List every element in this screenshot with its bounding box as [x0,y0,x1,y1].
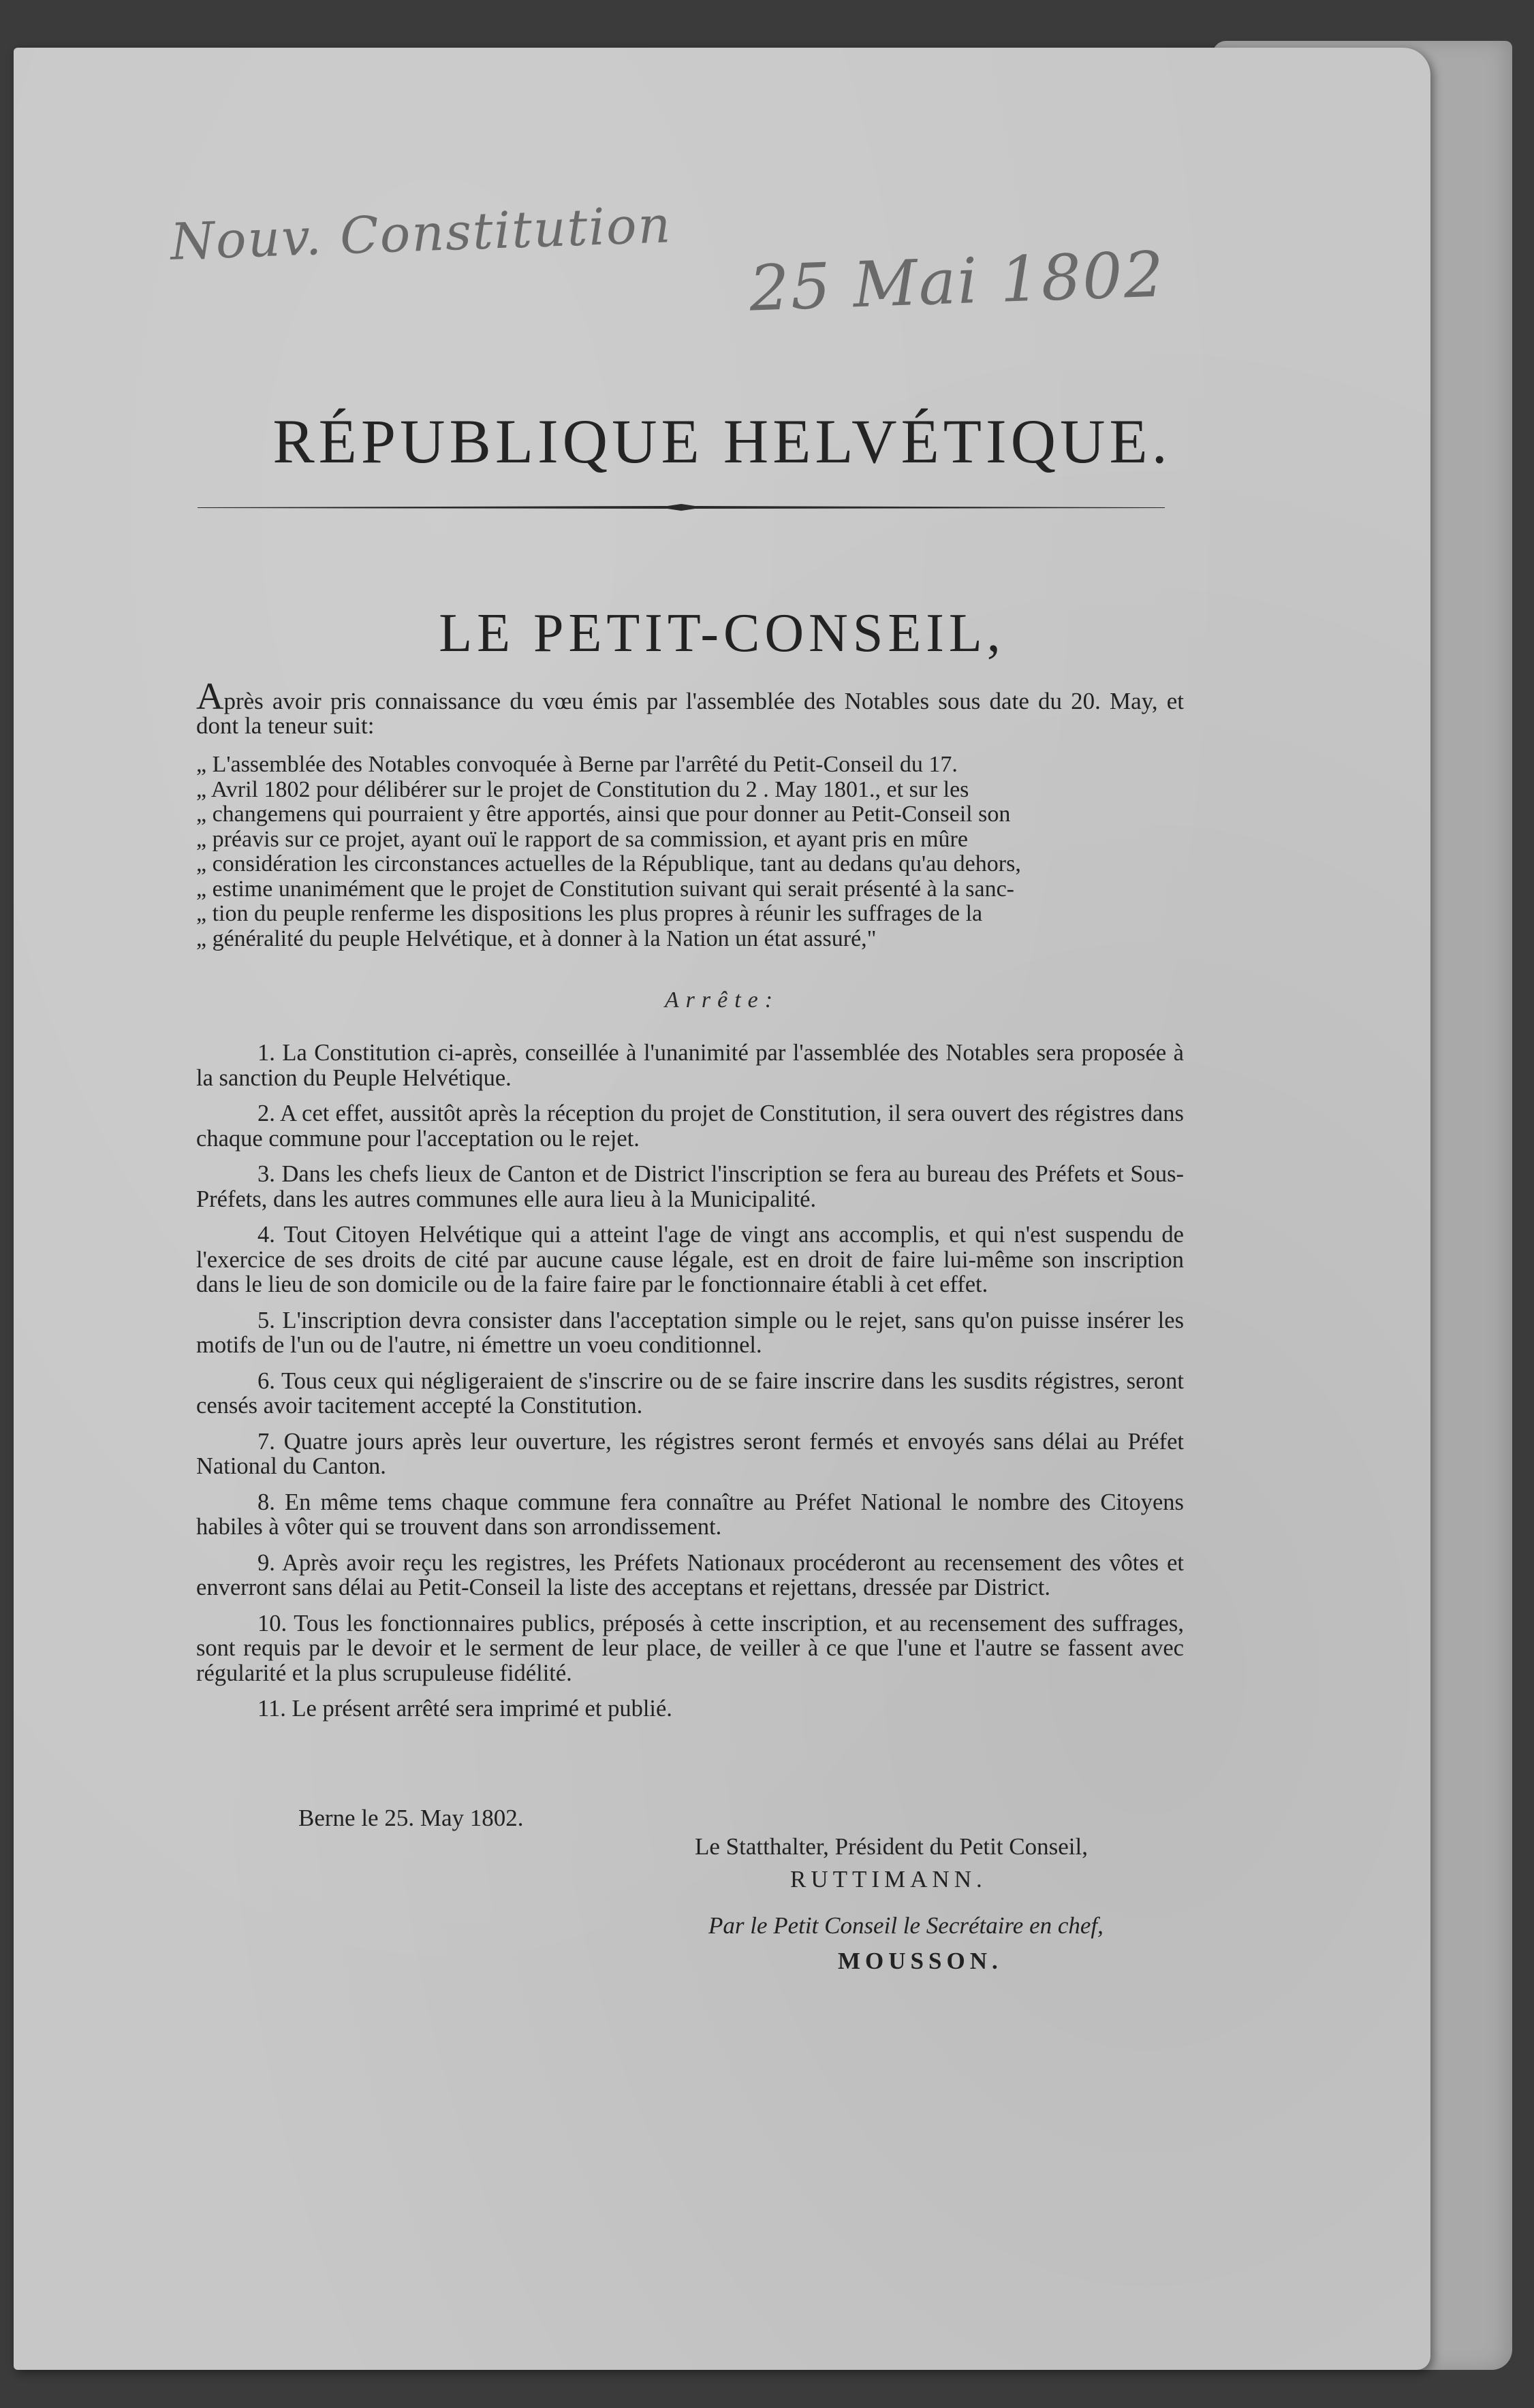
intro-paragraph [196,676,1184,739]
article-10: 10. Tous les fonctionnaires publics, préposés à cette inscription, et au recensement des suffrages, sont requis par le devoir et le serment de leur place, de veiller à ce que l'une et l'autre se fassent avec régularité et la plus scrupuleuse fidélité. [196,1610,1184,1686]
issuing-body-heading: LE PETIT-CONSEIL, [439,603,1005,663]
article-8: 8. En même tems chaque commune fera connaître au Préfet National le nombre des Citoyens habiles à vôter qui se trouvent dans son arrondissement. [196,1489,1184,1540]
quote-line: „ changemens qui pourraient y être apportés, ainsi que pour donner au Petit-Conseil son [196,802,1011,827]
handwritten-note: Nouv. Constitution [169,195,673,272]
document-title: RÉPUBLIQUE HELVÉTIQUE. [272,407,1172,476]
signatory-name-ruttimann: RUTTIMANN. [790,1866,987,1892]
notables-resolution-quote [196,752,1184,951]
quote-line: „ estime unanimément que le projet de Constitution suivant qui serait présenté à la sanc- [196,876,1014,902]
quote-line: „ considération les circonstances actuelles de la République, tant au dedans qu'au dehors, [196,852,1021,876]
arrete-heading: Arrête: [664,987,780,1013]
signatory-title-secretary: Par le Petit Conseil le Secrétaire en chef, [708,1912,1103,1939]
article-2: 2. A cet effet, aussitôt après la réception du projet de Constitution, il sera ouvert des régistres dans chaque commune pour l'acceptation ou le rejet. [196,1100,1184,1152]
articles-list [196,1041,1184,1732]
title-ornamental-rule [198,504,1165,511]
article-9: 9. Après avoir reçu les registres, les Préfets Nationaux procéderont au recensement des vôtes et enverront sans délai au Petit-Conseil la liste des acceptans et rejettans, dressée par District. [196,1549,1184,1600]
article-1: 1. La Constitution ci-après, conseillée à l'unanimité par l'assemblée des Notables sera proposée à la sanction du Peuple Helvétique. [196,1040,1184,1091]
intro-text: près avoir pris connaissance du vœu émis par l'assemblée des Notables sous date du 20. May, et dont la teneur suit: [196,688,1184,739]
article-7: 7. Quatre jours après leur ouverture, les régistres seront fermés et envoyés sans délai au Préfet National du Canton. [196,1428,1184,1479]
quote-line: „ L'assemblée des Notables convoquée à Berne par l'arrêté du Petit-Conseil du 17. [196,752,958,777]
quote-line: „ préavis sur ce projet, ayant ouï le rapport de sa commission, et ayant pris en mûre [196,827,968,852]
signatory-name-mousson: MOUSSON. [838,1948,1003,1974]
quote-line: „ généralité du peuple Helvétique, et à donner à la Nation un état assuré," [196,926,877,951]
article-11: 11. Le présent arrêté sera imprimé et publié. [257,1696,672,1722]
article-4: 4. Tout Citoyen Helvétique qui a atteint l'age de vingt ans accomplis, et qui n'est suspendu de l'exercice de ses droits de cité par aucune cause légale, est en droit de faire lui-même son inscription dans le lieu de son domicile ou de la faire faire par le fonctionnaire établi à cet effet. [196,1222,1184,1297]
quote-line: „ tion du peuple renferme les dispositions les plus propres à réunir les suffrages de la [196,902,983,926]
quote-line: „ Avril 1802 pour délibérer sur le projet de Constitution du 2 . May 1801., et sur les [196,777,969,802]
place-date-line: Berne le 25. May 1802. [298,1805,524,1831]
article-5: 5. L'inscription devra consister dans l'acceptation simple ou le rejet, sans qu'on puisse insérer les motifs de l'un ou de l'autre, ni émettre un voeu conditionnel. [196,1307,1184,1358]
document-sheet [14,48,1430,2370]
article-6: 6. Tous ceux qui négligeraient de s'inscrire ou de se faire inscrire dans les susdits régistres, seront censés avoir tacitement accepté la Constitution. [196,1367,1184,1419]
article-3: 3. Dans les chefs lieux de Canton et de District l'inscription se fera au bureau des Préfets et Sous-Préfets, dans les autres communes elle aura lieu à la Municipalité. [196,1161,1184,1212]
drop-cap: A [196,676,224,718]
signatory-title-statthalter: Le Statthalter, Président du Petit Conseil, [695,1833,1088,1860]
handwritten-date: 25 Mai 1802 [748,238,1166,326]
